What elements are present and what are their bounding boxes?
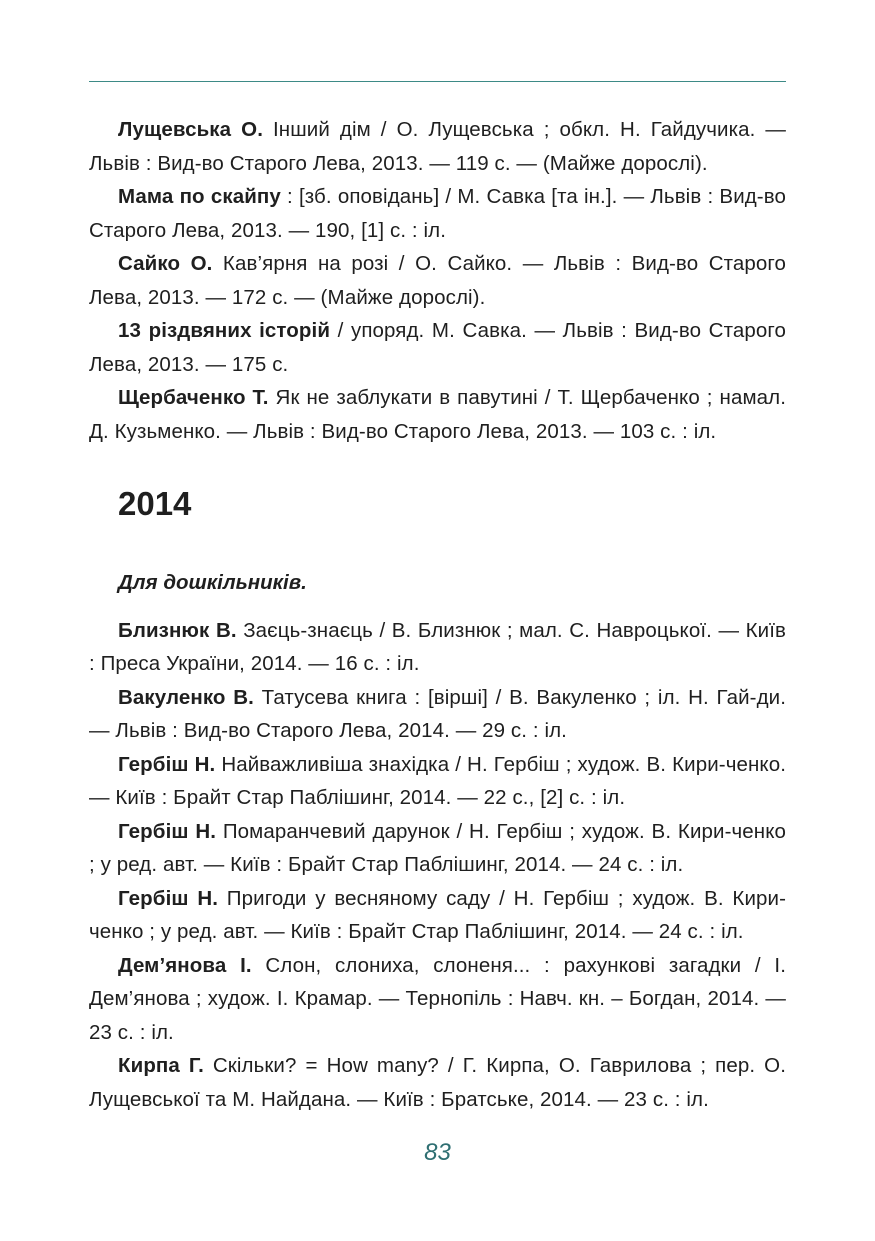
entry-author: Гербіш Н.	[118, 819, 217, 843]
entry-author: Близнюк В.	[118, 618, 237, 642]
entry-author: Гербіш Н.	[118, 886, 219, 910]
bibliography-content	[89, 113, 786, 1116]
section-heading: Для дошкільників.	[118, 571, 307, 594]
entry-author: Щербаченко Т.	[118, 386, 269, 409]
entry-author: Сайко О.	[118, 252, 213, 275]
bibliography-entry	[89, 314, 786, 381]
bibliography-entry	[89, 381, 786, 448]
entry-text: Кав’ярня на розі / О. Сайко. — Львів : Вид-во Старого Лева, 2013. — 172 с. — (Майже дорослі).	[89, 252, 786, 309]
bibliography-entry	[89, 748, 786, 815]
page-number: 83	[424, 1139, 451, 1166]
entry-author: Дем’янова І.	[118, 953, 252, 977]
bibliography-entry	[89, 815, 786, 882]
entry-text: Слон, слониха, слоненя... : рахункові загадки / І. Дем’янова ; худож. І. Крамар. — Тернопіль : Навч. кн. – Богдан, 2014. — 23 с. : іл.	[89, 953, 786, 1044]
bibliography-entry	[89, 1049, 786, 1116]
entry-text: Помаранчевий дарунок / Н. Гербіш ; худож. В. Кири-ченко ; у ред. авт. — Київ : Брайт Стар Паблішинг, 2014. — 24 с. : іл.	[89, 819, 786, 876]
bibliography-entry	[89, 247, 786, 314]
bibliography-entry	[89, 949, 786, 1050]
entry-author: Мама по скайпу	[118, 185, 281, 208]
entry-author: Лущевська О.	[118, 118, 263, 141]
entry-text: Найважливіша знахідка / Н. Гербіш ; худож. В. Кири-ченко. — Київ : Брайт Стар Паблішинг, 2014. — 22 с., [2] с. : іл.	[89, 752, 786, 809]
entry-text: Інший дім / О. Лущевська ; обкл. Н. Гайдучика. — Львів : Вид-во Старого Лева, 2013. — 119 с. — (Майже дорослі).	[89, 118, 787, 175]
bibliography-entry	[89, 681, 786, 748]
year-heading: 2014	[118, 485, 192, 522]
bibliography-entry	[89, 180, 786, 247]
entry-author: 13 різдвяних історій	[118, 319, 331, 342]
entry-text: Татусева книга : [вірші] / В. Вакуленко ; іл. Н. Гай-ди. — Львів : Вид-во Старого Лева, 2014. — 29 с. : іл.	[89, 685, 786, 742]
entry-author: Вакуленко В.	[118, 685, 254, 709]
bibliography-entry	[89, 882, 786, 949]
entry-text: Як не заблукати в павутині / Т. Щербаченко ; намал. Д. Кузьменко. — Львів : Вид-во Старого Лева, 2013. — 103 с. : іл.	[89, 386, 786, 443]
header-rule	[89, 81, 786, 82]
bibliography-entry	[89, 614, 786, 681]
bibliography-entry	[89, 113, 786, 180]
entry-text: Заєць-знаєць / В. Близнюк ; мал. С. Навроцької. — Київ : Преса України, 2014. — 16 с. : іл.	[89, 618, 786, 675]
entry-text: Скільки? = How many? / Г. Кирпа, О. Гаврилова ; пер. О. Лущевської та М. Найдана. — Київ : Братське, 2014. — 23 с. : іл.	[89, 1054, 786, 1111]
entry-text: / упоряд. М. Савка. — Львів : Вид-во Старого Лева, 2013. — 175 с.	[89, 319, 786, 376]
entry-text: : [зб. оповідань] / М. Савка [та ін.]. — Львів : Вид-во Старого Лева, 2013. — 190, [1] с. : іл.	[89, 185, 786, 242]
entry-text: Пригоди у весняному саду / Н. Гербіш ; худож. В. Кири-ченко ; у ред. авт. — Київ : Брайт Стар Паблішинг, 2014. — 24 с. : іл.	[89, 886, 786, 943]
entry-author: Гербіш Н.	[118, 752, 216, 776]
entry-author: Кирпа Г.	[118, 1054, 204, 1077]
